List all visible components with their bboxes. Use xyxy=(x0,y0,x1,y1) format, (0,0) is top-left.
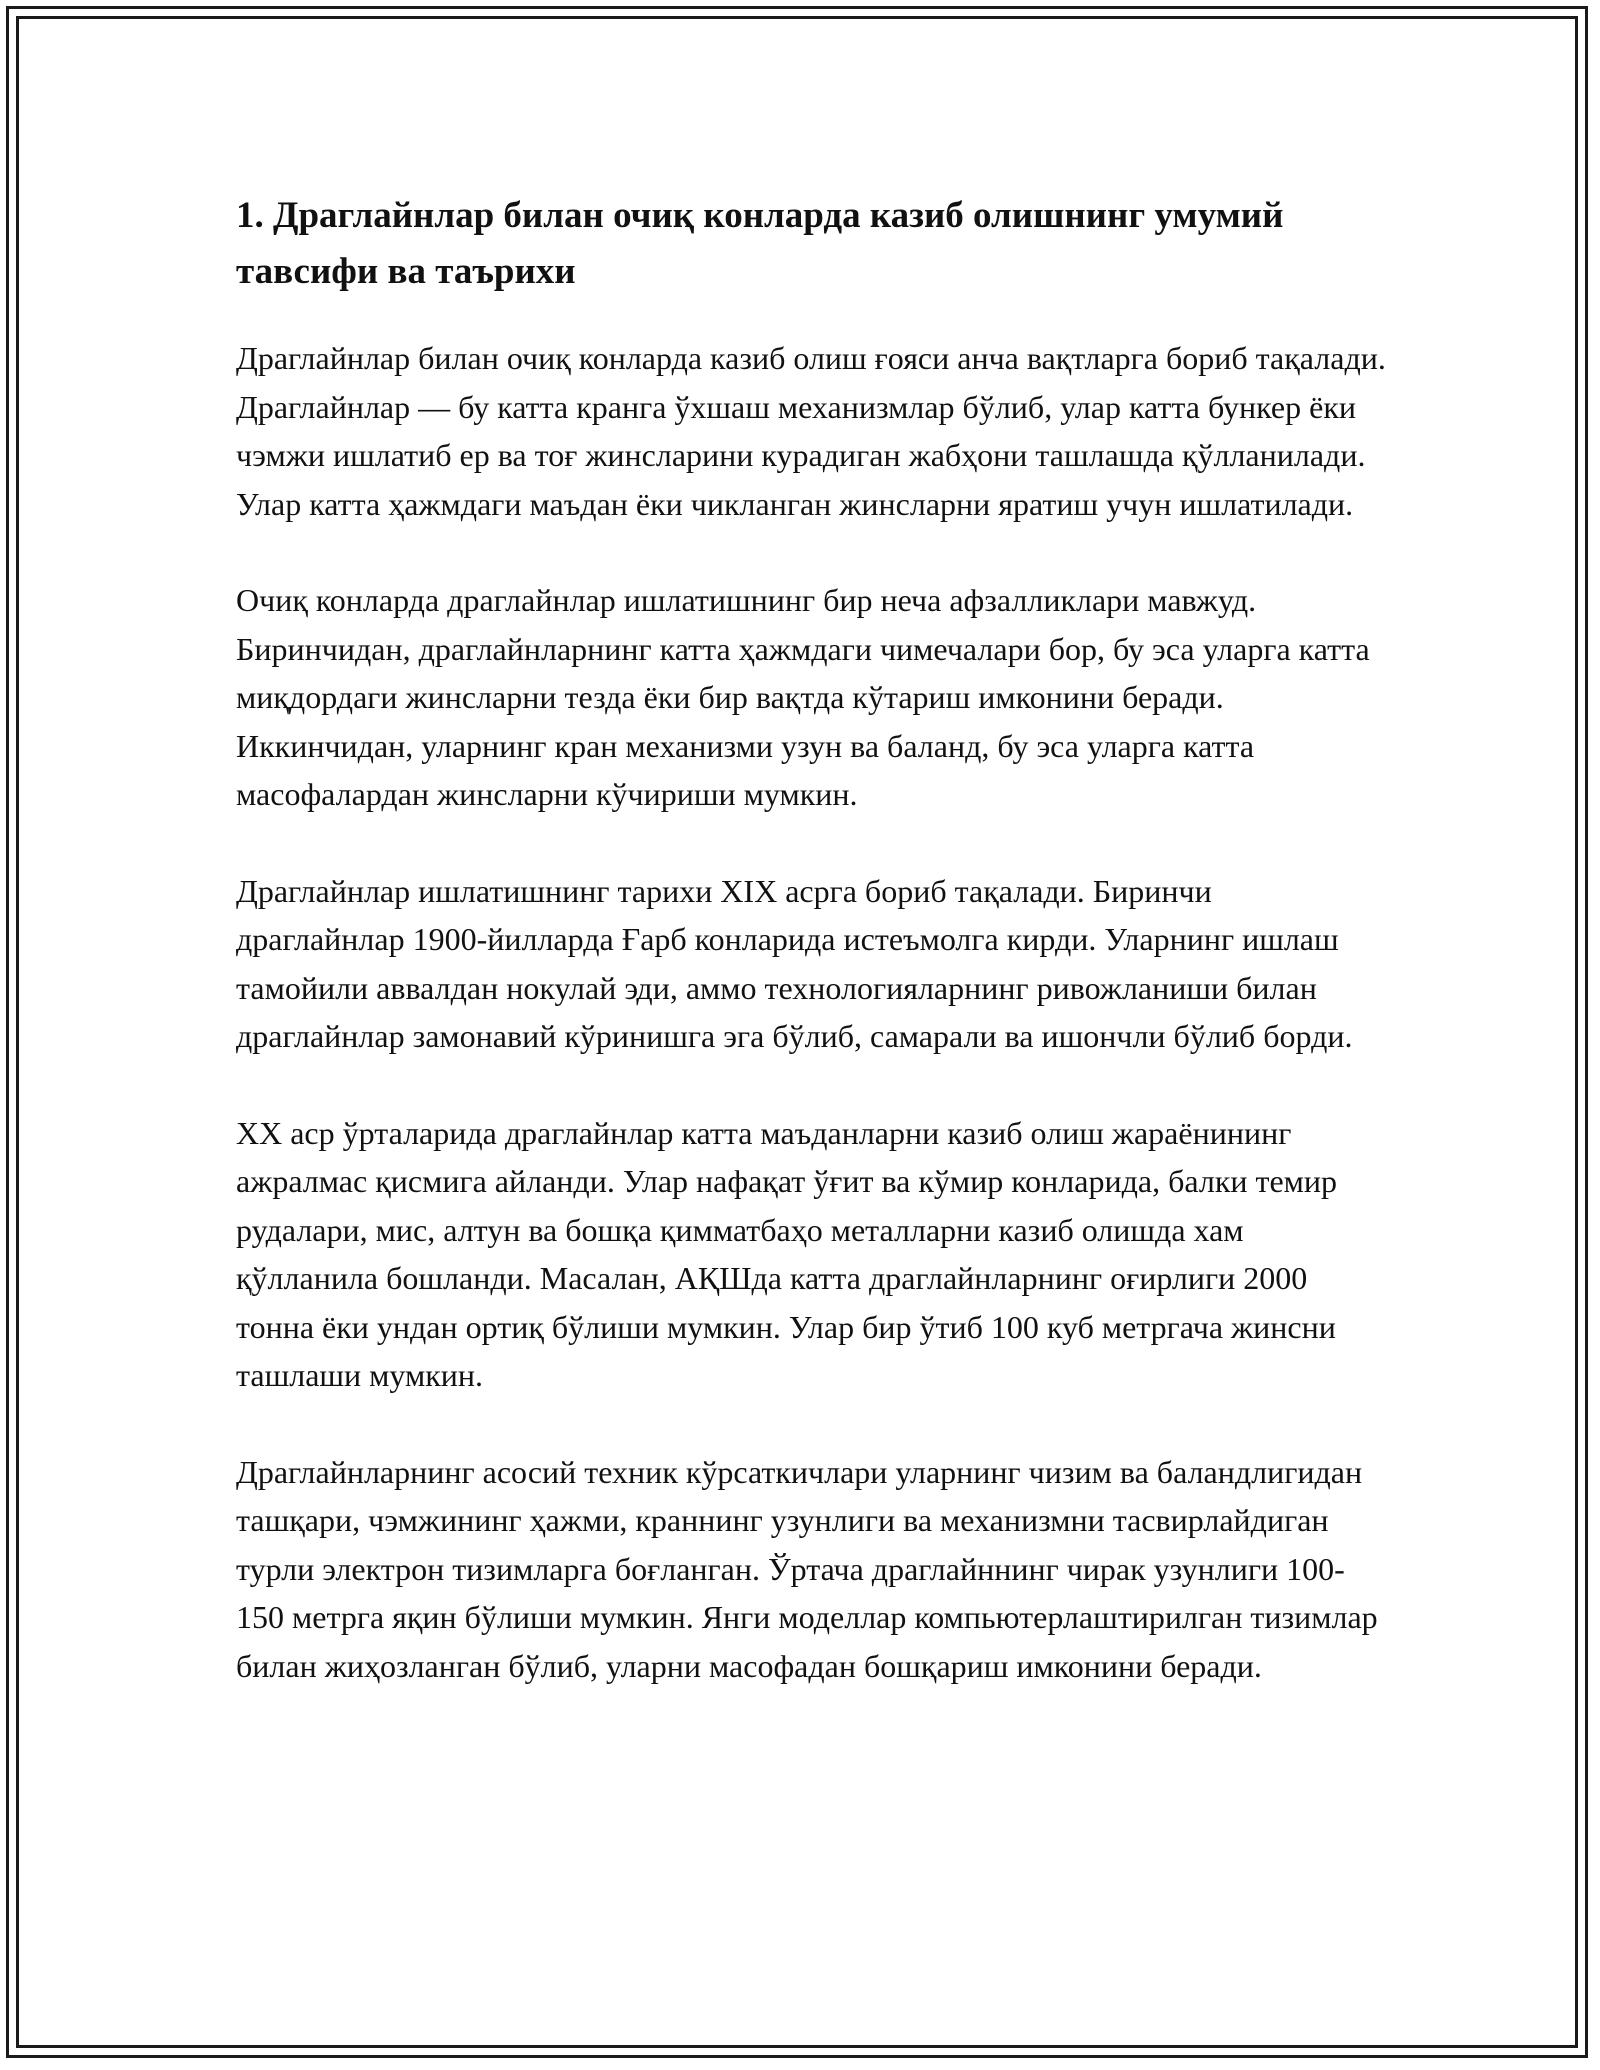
paragraph-5: Драглайнларнинг асосий техник кўрсаткичлари уларнинг чизим ва баландлигидан ташқари, чэмжининг ҳажми, краннинг узунлиги ва механизмни тасвирлайдиган турли электрон тизимларга боғланган. Ўртача драглайннинг чирак узунлиги 100-150 метрга яқин бўлиши мумкин. Янги моделлар компьютерлаштирилган тизимлар билан жиҳозланган бўлиб, уларни масофадан бошқариш имконини беради. xyxy=(236,1453,1378,1684)
paragraph-1: Драглайнлар билан очиқ конларда казиб олиш ғояси анча вақтларга бориб тақалади. Драглайнлар — бу катта кранга ўхшаш механизмлар бўлиб, улар катта бункер ёки чэмжи ишлатиб ер ва тоғ жинсларини курадиган жабҳони ташлашда қўлланилади. Улар катта ҳажмдаги маъдан ёки чикланган жинсларни яратиш учун ишлатилади. xyxy=(236,340,1386,522)
document-body xyxy=(236,188,1386,1738)
section-heading: 1. Драглайнлар билан очиқ конларда казиб олишнинг умумий тавсифи ва таърихи xyxy=(236,195,1284,292)
paragraph-3: Драглайнлар ишлатишнинг тарихи XIX асрга бориб тақалади. Биринчи драглайнлар 1900-йилларда Ғарб конларида истеъмолга кирди. Уларнинг ишлаш тамойили аввалдан нокулай эди, аммо технологияларнинг ривожланиши билан драглайнлар замонавий кўринишга эга бўлиб, самарали ва ишончли бўлиб борди. xyxy=(236,872,1353,1054)
paragraph-4: XX аср ўрталарида драглайнлар катта маъданларни казиб олиш жараёнининг ажралмас қисмига айланди. Улар нафақат ўғит ва кўмир конларида, балки темир рудалари, мис, алтун ва бошқа қимматбаҳо металларни казиб олишда хам қўлланила бошланди. Масалан, АҚШда катта драглайнларнинг оғирлиги 2000 тонна ёки ундан ортиқ бўлиши мумкин. Улар бир ўтиб 100 куб метргача жинсни ташлаши мумкин. xyxy=(236,1114,1338,1393)
paragraph-2: Очиқ конларда драглайнлар ишлатишнинг бир неча афзалликлари мавжуд. Биринчидан, драглайнларнинг катта ҳажмдаги чимечалари бор, бу эса уларга катта миқдордаги жинсларни тезда ёки бир вақтда кўтариш имконини беради. Иккинчидан, уларнинг кран механизми узун ва баланд, бу эса уларга катта масофалардан жинсларни кўчириши мумкин. xyxy=(236,582,1370,812)
